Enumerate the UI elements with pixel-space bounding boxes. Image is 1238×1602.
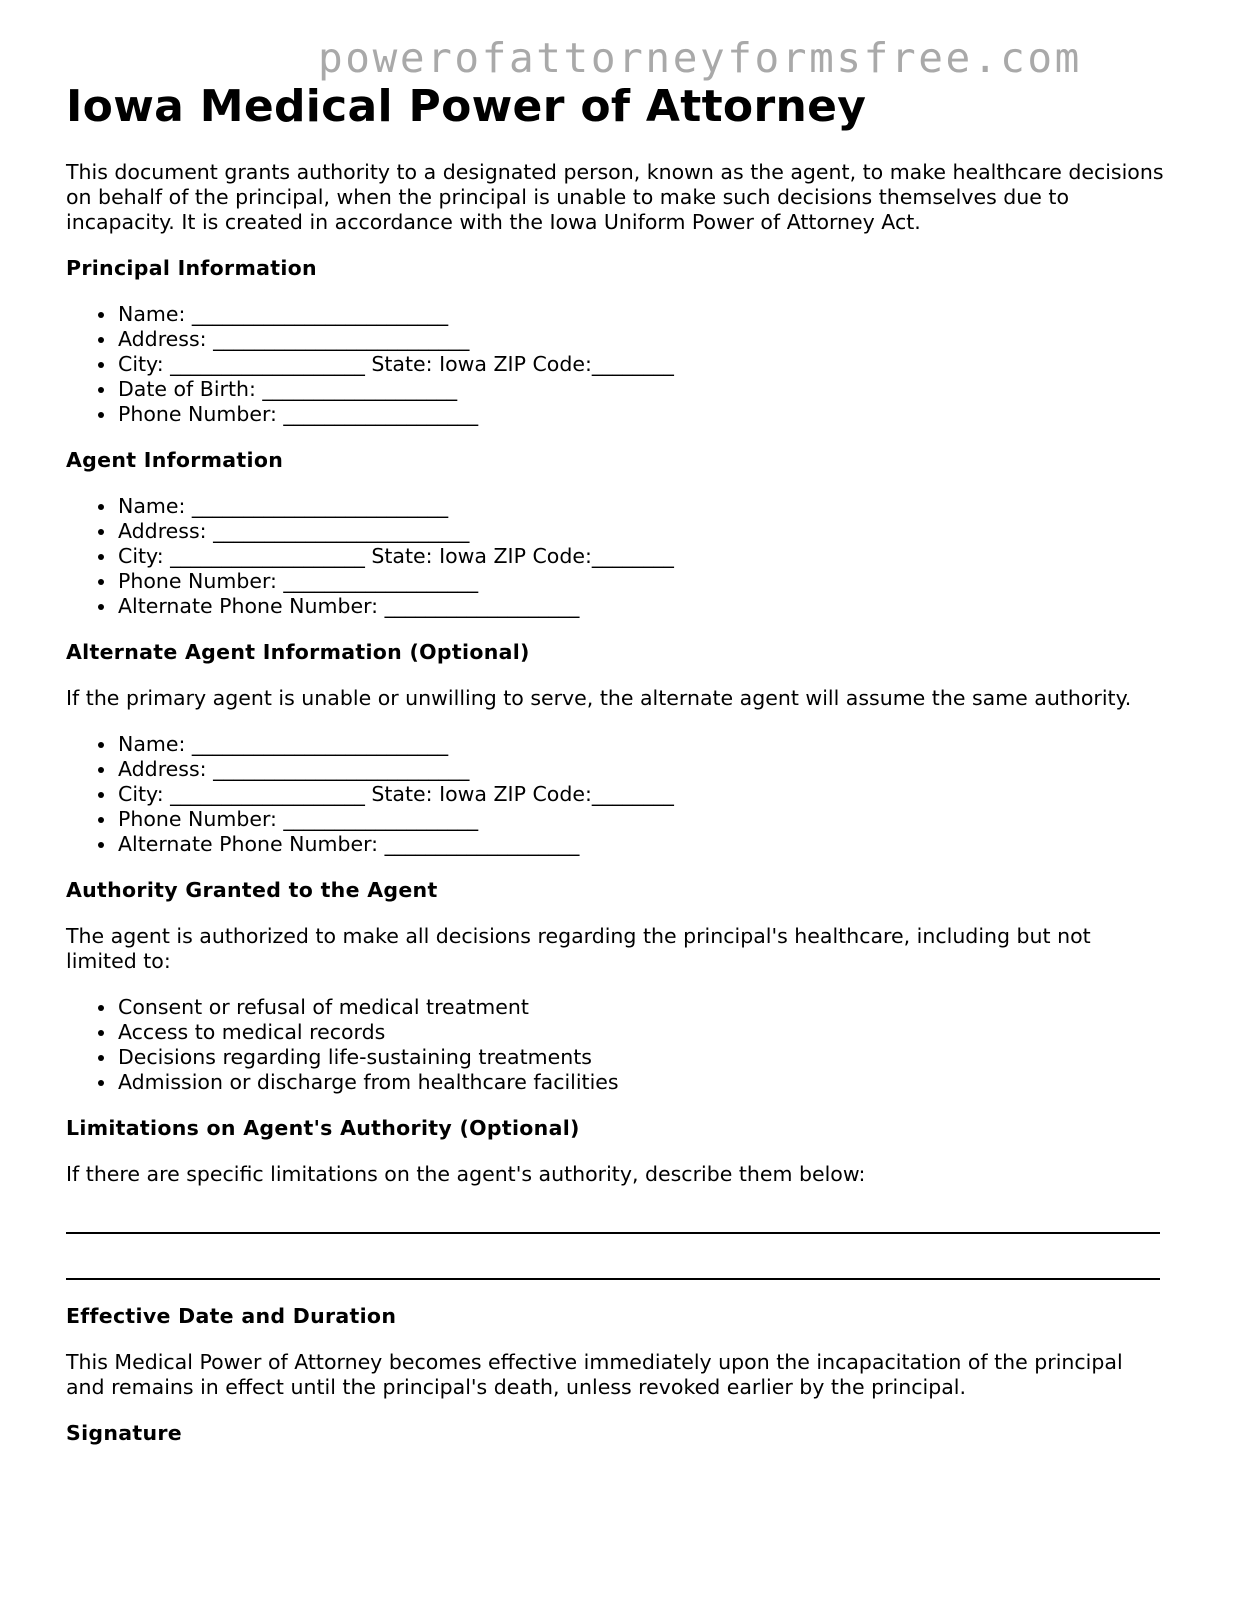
limitations-blank-line [66, 1232, 1160, 1234]
agent-city-state-zip-field: City: ___________________ State: Iowa ZIP Code:________ [118, 544, 1166, 569]
authority-list [66, 995, 1166, 1095]
authority-item: Admission or discharge from healthcare facilities [118, 1070, 1166, 1095]
alternate-agent-name-field: Name: _________________________ [118, 732, 1166, 757]
agent-fields [66, 494, 1166, 619]
agent-heading: Agent Information [66, 448, 284, 472]
authority-text: The agent is authorized to make all decisions regarding the principal's healthcare, including but not limited to: [66, 924, 1091, 973]
authority-item: Access to medical records [118, 1020, 1166, 1045]
effective-heading: Effective Date and Duration [66, 1304, 397, 1328]
principal-fields [66, 302, 1166, 427]
alternate-agent-city-state-zip-field: City: ___________________ State: Iowa ZIP Code:________ [118, 782, 1166, 807]
effective-text: This Medical Power of Attorney becomes effective immediately upon the incapacitation of the principal and remains in effect until the principal's death, unless revoked earlier by the principal. [66, 1350, 1123, 1399]
principal-dob-field: Date of Birth: ___________________ [118, 377, 1166, 402]
principal-name-field: Name: _________________________ [118, 302, 1166, 327]
agent-address-field: Address: _________________________ [118, 519, 1166, 544]
agent-phone-field: Phone Number: ___________________ [118, 569, 1166, 594]
document-title: Iowa Medical Power of Attorney [66, 81, 867, 132]
limitations-heading: Limitations on Agent's Authority (Optional) [66, 1116, 580, 1140]
alternate-agent-address-field: Address: _________________________ [118, 757, 1166, 782]
limitations-text: If there are specific limitations on the agent's authority, describe them below: [66, 1162, 866, 1186]
alternate-agent-heading: Alternate Agent Information (Optional) [66, 640, 530, 664]
authority-item: Consent or refusal of medical treatment [118, 995, 1166, 1020]
limitations-blank-line [66, 1278, 1160, 1280]
principal-address-field: Address: _________________________ [118, 327, 1166, 352]
alternate-agent-fields [66, 732, 1166, 857]
alternate-agent-phone-field: Phone Number: ___________________ [118, 807, 1166, 832]
authority-heading: Authority Granted to the Agent [66, 878, 438, 902]
authority-item: Decisions regarding life-sustaining treatments [118, 1045, 1166, 1070]
principal-phone-field: Phone Number: ___________________ [118, 402, 1166, 427]
signature-heading: Signature [66, 1421, 183, 1445]
watermark: powerofattorneyformsfree.com [318, 34, 1082, 82]
principal-city-state-zip-field: City: ___________________ State: Iowa ZIP Code:________ [118, 352, 1166, 377]
intro-paragraph: This document grants authority to a designated person, known as the agent, to make healthcare decisions on behalf of the principal, when the principal is unable to make such decisions themselves due to incapacity. It is created in accordance with the Iowa Uniform Power of Attorney Act. [66, 160, 1164, 234]
agent-name-field: Name: _________________________ [118, 494, 1166, 519]
alternate-agent-alt-phone-field: Alternate Phone Number: ___________________ [118, 832, 1166, 857]
principal-heading: Principal Information [66, 256, 317, 280]
alternate-agent-text: If the primary agent is unable or unwilling to serve, the alternate agent will assume the same authority. [66, 686, 1132, 710]
agent-alt-phone-field: Alternate Phone Number: ___________________ [118, 594, 1166, 619]
document-body [66, 80, 1166, 1467]
